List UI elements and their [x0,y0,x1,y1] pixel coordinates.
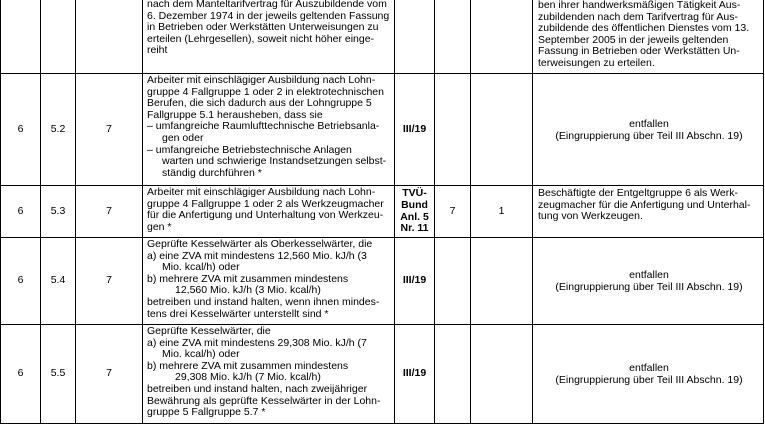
description-line: Geprüfte Kesselwärter, die [147,325,271,337]
note-line: entfallen [629,362,669,375]
description-line: tens drei Kesselwärter unterstellt sind * [147,307,329,320]
note-line: terweisungen zu erteilen. [538,56,655,69]
cell-entgeltgruppe [435,325,471,424]
note-line: (Eingruppierung über Teil III Abschn. 19) [555,281,743,293]
cell-description [143,74,395,186]
cell-group: 6 [1,186,41,238]
description-line: Mio. kcal/h) oder [162,348,240,361]
cell-reference [395,186,435,238]
description-line: a) eine ZVA mit mindestens 29,308 Mio. kJ/h (7 [147,336,367,349]
description-line: gruppe 4 Fallgruppe 1 oder 2 als Werkzeugmacher [147,197,384,210]
cell-lohngruppe [76,0,143,74]
cell-stufe [471,0,533,74]
cell-note [533,325,764,424]
cell-reference [395,0,435,74]
cell-group [1,0,41,74]
description-line: reiht [147,44,168,57]
note-line: zeugmacher für die Anfertigung und Unterhal- [538,198,751,211]
cell-fallgruppe: 5.5 [41,325,76,424]
cell-note [533,238,764,325]
note-line: ben ihrer handwerksmäßigen Tätigkeit Aus- [538,0,741,11]
cell-group: 6 [1,325,41,424]
cell-entgeltgruppe: 7 [435,186,471,238]
description-line: in Betrieben oder Werkstätten Unterweisungen zu [147,21,379,34]
cell-fallgruppe: 5.2 [41,74,76,186]
note-line: Fassung in Betrieben oder Werkstätten Un- [538,45,740,58]
note-line: entfallen [629,117,669,130]
reference-line: Anl. 5 [400,210,429,223]
cell-entgeltgruppe [435,74,471,186]
description-line: – umfangreiche Raumlufttechnische Betriebsanla- [147,120,380,133]
cell-entgeltgruppe [435,0,471,74]
cell-reference [395,238,435,325]
cell-group: 6 [1,74,41,186]
cell-description [143,238,395,325]
description-line: a) eine ZVA mit mindestens 12,560 Mio. kJ/h (3 [147,249,367,262]
reference-line: III/19 [402,122,427,135]
description-line: Arbeiter mit einschlägiger Ausbildung nach Lohn- [147,74,376,86]
description-line: – umfangreiche Betriebstechnische Anlagen [147,143,352,156]
description-line: Arbeiter mit einschlägiger Ausbildung nach Lohn- [147,186,376,198]
table-row [1,0,764,74]
description-line: 6. Dezember 1974 in der jeweils geltenden Fassung [147,9,390,22]
cell-lohngruppe: 7 [76,325,143,424]
note-line: tung von Werkzeugen. [538,210,643,223]
cell-lohngruppe: 7 [76,238,143,325]
description-line: gen * [147,220,172,233]
note-line: zubildenden nach dem Tarifvertrag für Aus- [538,10,739,23]
table-row [1,186,764,238]
note-line: zubildende des öffentlichen Dienstes vom 13. [538,22,750,35]
note-line: Beschäftigte der Entgeltgruppe 6 als Werk- [538,187,738,199]
description-line: erteilen (Lehrgesellen), soweit nicht höher einge- [147,32,375,45]
reference-line: III/19 [402,274,427,287]
description-line: 29,308 Mio. kJ/h (7 Mio. kcal/h) [175,371,321,384]
description-line: betreiben und instand halten, nach zweijähriger [147,382,368,395]
cell-description [143,186,395,238]
description-line: Berufen, die sich dadurch aus der Lohngruppe 5 [147,97,372,110]
reference-line: Bund [401,198,428,211]
cell-fallgruppe: 5.4 [41,238,76,325]
cell-stufe: 1 [471,186,533,238]
cell-fallgruppe [41,0,76,74]
cell-note [533,74,764,186]
cell-entgeltgruppe [435,238,471,325]
table-row [1,325,764,424]
cell-reference [395,325,435,424]
description-line: nach dem Manteltarifvertrag für Auszubildende vom [147,0,387,10]
note-line: entfallen [629,269,669,282]
description-line: Mio. kcal/h) oder [162,261,240,274]
note-line: September 2005 in der jeweils geltenden [538,33,729,46]
table-body [1,0,764,424]
cell-description [143,0,395,74]
cell-note [533,186,764,238]
table-row [1,238,764,325]
description-line: gen oder [162,131,204,144]
description-line: 12,560 Mio. kJ/h (3 Mio. kcal/h) [175,284,321,297]
description-line: für die Anfertigung und Unterhaltung von Werkzeu- [147,209,384,222]
cell-group: 6 [1,238,41,325]
cell-lohngruppe: 7 [76,186,143,238]
description-line: betreiben und instand halten, wenn ihnen mindes- [147,295,380,308]
description-line: Bewährung als geprüfte Kesselwärter in der Lohn- [147,394,381,407]
description-line: b) mehrere ZVA mit zusammen mindestens [147,272,349,285]
table-row [1,74,764,186]
description-line: gruppe 5 Fallgruppe 5.7 * [147,406,266,419]
description-line: Geprüfte Kesselwärter als Oberkesselwärter, die [147,238,373,250]
cell-stufe [471,74,533,186]
description-line: Fallgruppe 5.1 herausheben, dass sie [147,108,323,121]
note-line: (Eingruppierung über Teil III Abschn. 19) [555,374,743,386]
cell-description [143,325,395,424]
description-line: gruppe 4 Fallgruppe 1 oder 2 in elektrotechnischen [147,85,384,98]
description-line: ständig durchführen * [162,166,262,179]
cell-fallgruppe: 5.3 [41,186,76,238]
note-line: (Eingruppierung über Teil III Abschn. 19) [555,129,743,142]
cell-note [533,0,764,74]
cell-stufe [471,238,533,325]
cell-lohngruppe: 7 [76,74,143,186]
reference-line: Nr. 11 [400,222,429,235]
description-line: warten und schwierige Instandsetzungen selbst- [162,155,387,168]
cell-stufe [471,325,533,424]
cell-reference [395,74,435,186]
reference-line: TVÜ- [402,187,427,200]
description-line: b) mehrere ZVA mit zusammen mindestens [147,359,349,372]
reference-line: III/19 [402,367,427,380]
